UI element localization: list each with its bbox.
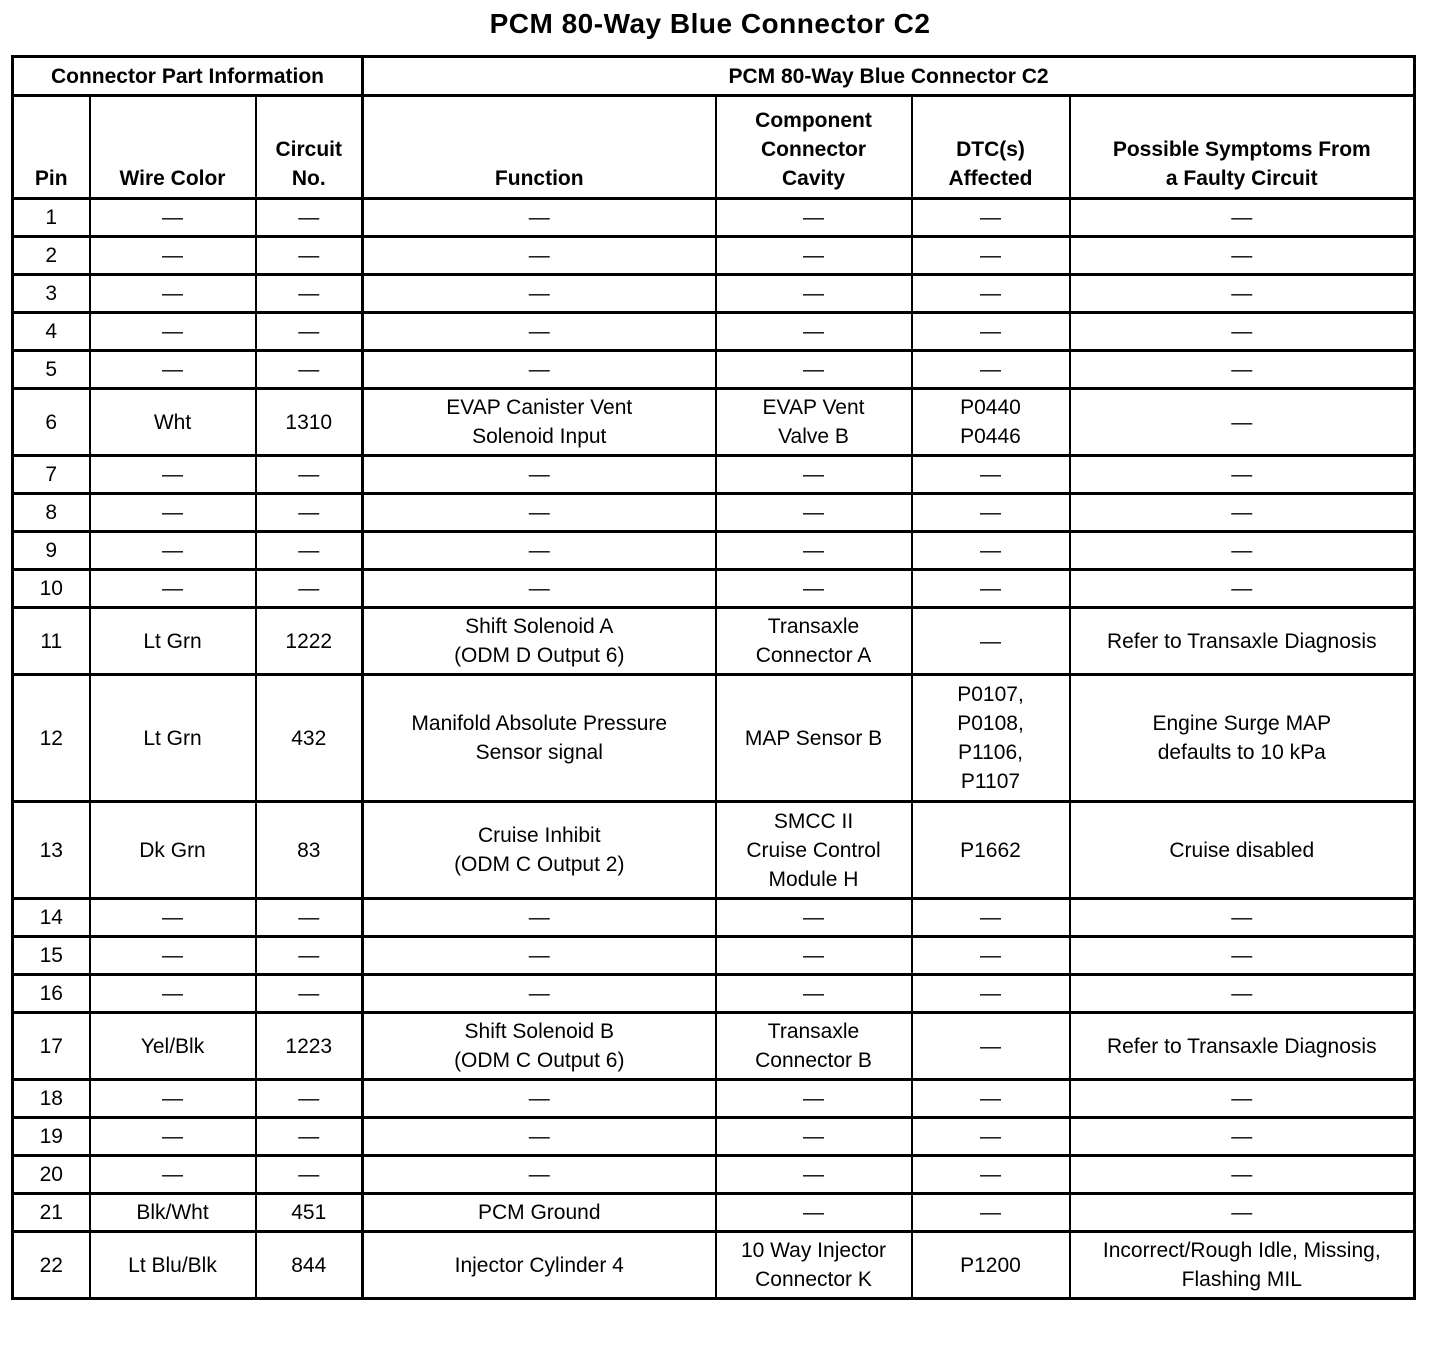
cavity-cell: MAP Sensor B	[716, 675, 912, 802]
cavity-cell: —	[716, 570, 912, 608]
dtc-cell: —	[912, 1118, 1070, 1156]
wire-color-cell: —	[90, 237, 256, 275]
pin-cell: 14	[13, 899, 90, 937]
circuit-cell: 1222	[256, 608, 363, 675]
dtc-cell: —	[912, 608, 1070, 675]
pin-cell: 15	[13, 937, 90, 975]
cavity-cell: —	[716, 1118, 912, 1156]
table-row	[13, 1194, 1415, 1232]
symptoms-cell: —	[1070, 1156, 1415, 1194]
function-cell: —	[363, 199, 716, 237]
circuit-cell: —	[256, 494, 363, 532]
symptoms-cell: —	[1070, 1194, 1415, 1232]
cavity-cell: —	[716, 199, 912, 237]
cavity-cell: Transaxle Connector B	[716, 1013, 912, 1080]
wire-color-cell: —	[90, 937, 256, 975]
symptoms-cell: —	[1070, 570, 1415, 608]
function-cell: —	[363, 1156, 716, 1194]
pin-cell: 8	[13, 494, 90, 532]
circuit-cell: —	[256, 1080, 363, 1118]
dtc-cell: —	[912, 899, 1070, 937]
dtc-cell: —	[912, 1080, 1070, 1118]
function-cell: Manifold Absolute Pressure Sensor signal	[363, 675, 716, 802]
function-cell: —	[363, 1118, 716, 1156]
table-row	[13, 1156, 1415, 1194]
dtc-cell: —	[912, 351, 1070, 389]
circuit-cell: 432	[256, 675, 363, 802]
table-row	[13, 237, 1415, 275]
page-title: PCM 80-Way Blue Connector C2	[489, 8, 931, 39]
wire-color-cell: Dk Grn	[90, 802, 256, 899]
cavity-cell: —	[716, 494, 912, 532]
pin-cell: 10	[13, 570, 90, 608]
dtc-cell: —	[912, 937, 1070, 975]
cavity-cell: EVAP Vent Valve B	[716, 389, 912, 456]
function-cell: —	[363, 937, 716, 975]
pin-cell: 22	[13, 1232, 90, 1299]
col-header-circuit: Circuit No.	[256, 96, 363, 199]
circuit-cell: —	[256, 570, 363, 608]
function-cell: Shift Solenoid B (ODM C Output 6)	[363, 1013, 716, 1080]
cavity-cell: —	[716, 351, 912, 389]
cavity-cell: —	[716, 456, 912, 494]
pin-cell: 7	[13, 456, 90, 494]
function-cell: —	[363, 1080, 716, 1118]
function-cell: —	[363, 456, 716, 494]
wire-color-cell: —	[90, 275, 256, 313]
circuit-cell: —	[256, 975, 363, 1013]
dtc-cell: —	[912, 570, 1070, 608]
col-header-pin: Pin	[13, 96, 90, 199]
circuit-cell: —	[256, 351, 363, 389]
function-cell: —	[363, 313, 716, 351]
symptoms-cell: —	[1070, 1080, 1415, 1118]
circuit-cell: —	[256, 313, 363, 351]
wire-color-cell: Lt Grn	[90, 608, 256, 675]
symptoms-cell: —	[1070, 313, 1415, 351]
wire-color-cell: Lt Blu/Blk	[90, 1232, 256, 1299]
symptoms-cell: Refer to Transaxle Diagnosis	[1070, 1013, 1415, 1080]
wire-color-cell: —	[90, 1118, 256, 1156]
table-row	[13, 937, 1415, 975]
table-row	[13, 1118, 1415, 1156]
table-row	[13, 351, 1415, 389]
function-cell: Shift Solenoid A (ODM D Output 6)	[363, 608, 716, 675]
symptoms-cell: —	[1070, 275, 1415, 313]
function-cell: —	[363, 275, 716, 313]
cavity-cell: Transaxle Connector A	[716, 608, 912, 675]
table-row	[13, 608, 1415, 675]
table-row	[13, 570, 1415, 608]
dtc-cell: —	[912, 313, 1070, 351]
connector-c2-header: PCM 80-Way Blue Connector C2	[363, 57, 1415, 96]
dtc-cell: P1662	[912, 802, 1070, 899]
wire-color-cell: —	[90, 456, 256, 494]
symptoms-cell: —	[1070, 532, 1415, 570]
symptoms-cell: —	[1070, 389, 1415, 456]
pin-cell: 21	[13, 1194, 90, 1232]
symptoms-cell: Refer to Transaxle Diagnosis	[1070, 608, 1415, 675]
circuit-cell: —	[256, 1118, 363, 1156]
wire-color-cell: Blk/Wht	[90, 1194, 256, 1232]
table-row	[13, 275, 1415, 313]
circuit-cell: —	[256, 899, 363, 937]
table-row	[13, 1080, 1415, 1118]
col-header-wire-color: Wire Color	[90, 96, 256, 199]
wire-color-cell: —	[90, 899, 256, 937]
table-row	[13, 532, 1415, 570]
pin-cell: 11	[13, 608, 90, 675]
cavity-cell: —	[716, 237, 912, 275]
pin-cell: 19	[13, 1118, 90, 1156]
pin-rows	[13, 199, 1415, 1299]
table-row	[13, 456, 1415, 494]
pin-cell: 5	[13, 351, 90, 389]
cavity-cell: —	[716, 275, 912, 313]
circuit-cell: —	[256, 937, 363, 975]
pin-cell: 12	[13, 675, 90, 802]
wire-color-cell: —	[90, 570, 256, 608]
pin-cell: 13	[13, 802, 90, 899]
col-header-symptoms: Possible Symptoms From a Faulty Circuit	[1070, 96, 1415, 199]
function-cell: —	[363, 570, 716, 608]
symptoms-cell: —	[1070, 1118, 1415, 1156]
dtc-cell: —	[912, 199, 1070, 237]
wire-color-cell: —	[90, 199, 256, 237]
dtc-cell: —	[912, 1194, 1070, 1232]
symptoms-cell: Incorrect/Rough Idle, Missing, Flashing MIL	[1070, 1232, 1415, 1299]
symptoms-cell: —	[1070, 494, 1415, 532]
col-header-cavity: Component Connector Cavity	[716, 96, 912, 199]
circuit-cell: 1223	[256, 1013, 363, 1080]
function-cell: Injector Cylinder 4	[363, 1232, 716, 1299]
wire-color-cell: Wht	[90, 389, 256, 456]
circuit-cell: —	[256, 1156, 363, 1194]
function-cell: EVAP Canister Vent Solenoid Input	[363, 389, 716, 456]
wire-color-cell: Lt Grn	[90, 675, 256, 802]
wire-color-cell: Yel/Blk	[90, 1013, 256, 1080]
cavity-cell: —	[716, 1080, 912, 1118]
cavity-cell: —	[716, 975, 912, 1013]
circuit-cell: 83	[256, 802, 363, 899]
circuit-cell: —	[256, 199, 363, 237]
pin-cell: 6	[13, 389, 90, 456]
circuit-cell: 1310	[256, 389, 363, 456]
function-cell: Cruise Inhibit (ODM C Output 2)	[363, 802, 716, 899]
dtc-cell: —	[912, 1156, 1070, 1194]
wire-color-cell: —	[90, 1080, 256, 1118]
cavity-cell: 10 Way Injector Connector K	[716, 1232, 912, 1299]
symptoms-cell: —	[1070, 351, 1415, 389]
dtc-cell: —	[912, 532, 1070, 570]
function-cell: —	[363, 494, 716, 532]
col-header-dtc: DTC(s) Affected	[912, 96, 1070, 199]
connector-part-info-header: Connector Part Information	[13, 57, 363, 96]
dtc-cell: P0440 P0446	[912, 389, 1070, 456]
pin-cell: 3	[13, 275, 90, 313]
symptoms-cell: —	[1070, 456, 1415, 494]
symptoms-cell: —	[1070, 899, 1415, 937]
pin-cell: 4	[13, 313, 90, 351]
dtc-cell: P0107, P0108, P1106, P1107	[912, 675, 1070, 802]
pin-cell: 9	[13, 532, 90, 570]
cavity-cell: —	[716, 532, 912, 570]
table-row	[13, 1232, 1415, 1299]
function-cell: —	[363, 237, 716, 275]
symptoms-cell: —	[1070, 937, 1415, 975]
col-header-function: Function	[363, 96, 716, 199]
wire-color-cell: —	[90, 532, 256, 570]
symptoms-cell: —	[1070, 975, 1415, 1013]
symptoms-cell: Engine Surge MAP defaults to 10 kPa	[1070, 675, 1415, 802]
pin-cell: 2	[13, 237, 90, 275]
circuit-cell: —	[256, 237, 363, 275]
dtc-cell: P1200	[912, 1232, 1070, 1299]
cavity-cell: —	[716, 937, 912, 975]
function-cell: —	[363, 975, 716, 1013]
table-row	[13, 494, 1415, 532]
pin-cell: 18	[13, 1080, 90, 1118]
wire-color-cell: —	[90, 494, 256, 532]
pin-cell: 1	[13, 199, 90, 237]
function-cell: —	[363, 351, 716, 389]
circuit-cell: —	[256, 275, 363, 313]
table-row	[13, 389, 1415, 456]
group-header-row	[13, 57, 1415, 96]
table-row	[13, 802, 1415, 899]
symptoms-cell: —	[1070, 237, 1415, 275]
function-cell: —	[363, 532, 716, 570]
table-row	[13, 199, 1415, 237]
table-row	[13, 313, 1415, 351]
function-cell: —	[363, 899, 716, 937]
circuit-cell: —	[256, 532, 363, 570]
function-cell: PCM Ground	[363, 1194, 716, 1232]
circuit-cell: 451	[256, 1194, 363, 1232]
table-row	[13, 975, 1415, 1013]
wire-color-cell: —	[90, 351, 256, 389]
circuit-cell: —	[256, 456, 363, 494]
wire-color-cell: —	[90, 975, 256, 1013]
cavity-cell: —	[716, 1194, 912, 1232]
table-row	[13, 1013, 1415, 1080]
circuit-cell: 844	[256, 1232, 363, 1299]
wire-color-cell: —	[90, 313, 256, 351]
table-row	[13, 899, 1415, 937]
dtc-cell: —	[912, 456, 1070, 494]
connector-pinout-table	[11, 55, 1416, 1300]
cavity-cell: SMCC II Cruise Control Module H	[716, 802, 912, 899]
cavity-cell: —	[716, 899, 912, 937]
cavity-cell: —	[716, 313, 912, 351]
pin-cell: 17	[13, 1013, 90, 1080]
column-header-row	[13, 96, 1415, 199]
table-row	[13, 675, 1415, 802]
dtc-cell: —	[912, 494, 1070, 532]
dtc-cell: —	[912, 275, 1070, 313]
symptoms-cell: —	[1070, 199, 1415, 237]
pin-cell: 20	[13, 1156, 90, 1194]
pin-cell: 16	[13, 975, 90, 1013]
symptoms-cell: Cruise disabled	[1070, 802, 1415, 899]
dtc-cell: —	[912, 975, 1070, 1013]
dtc-cell: —	[912, 237, 1070, 275]
dtc-cell: —	[912, 1013, 1070, 1080]
wire-color-cell: —	[90, 1156, 256, 1194]
cavity-cell: —	[716, 1156, 912, 1194]
